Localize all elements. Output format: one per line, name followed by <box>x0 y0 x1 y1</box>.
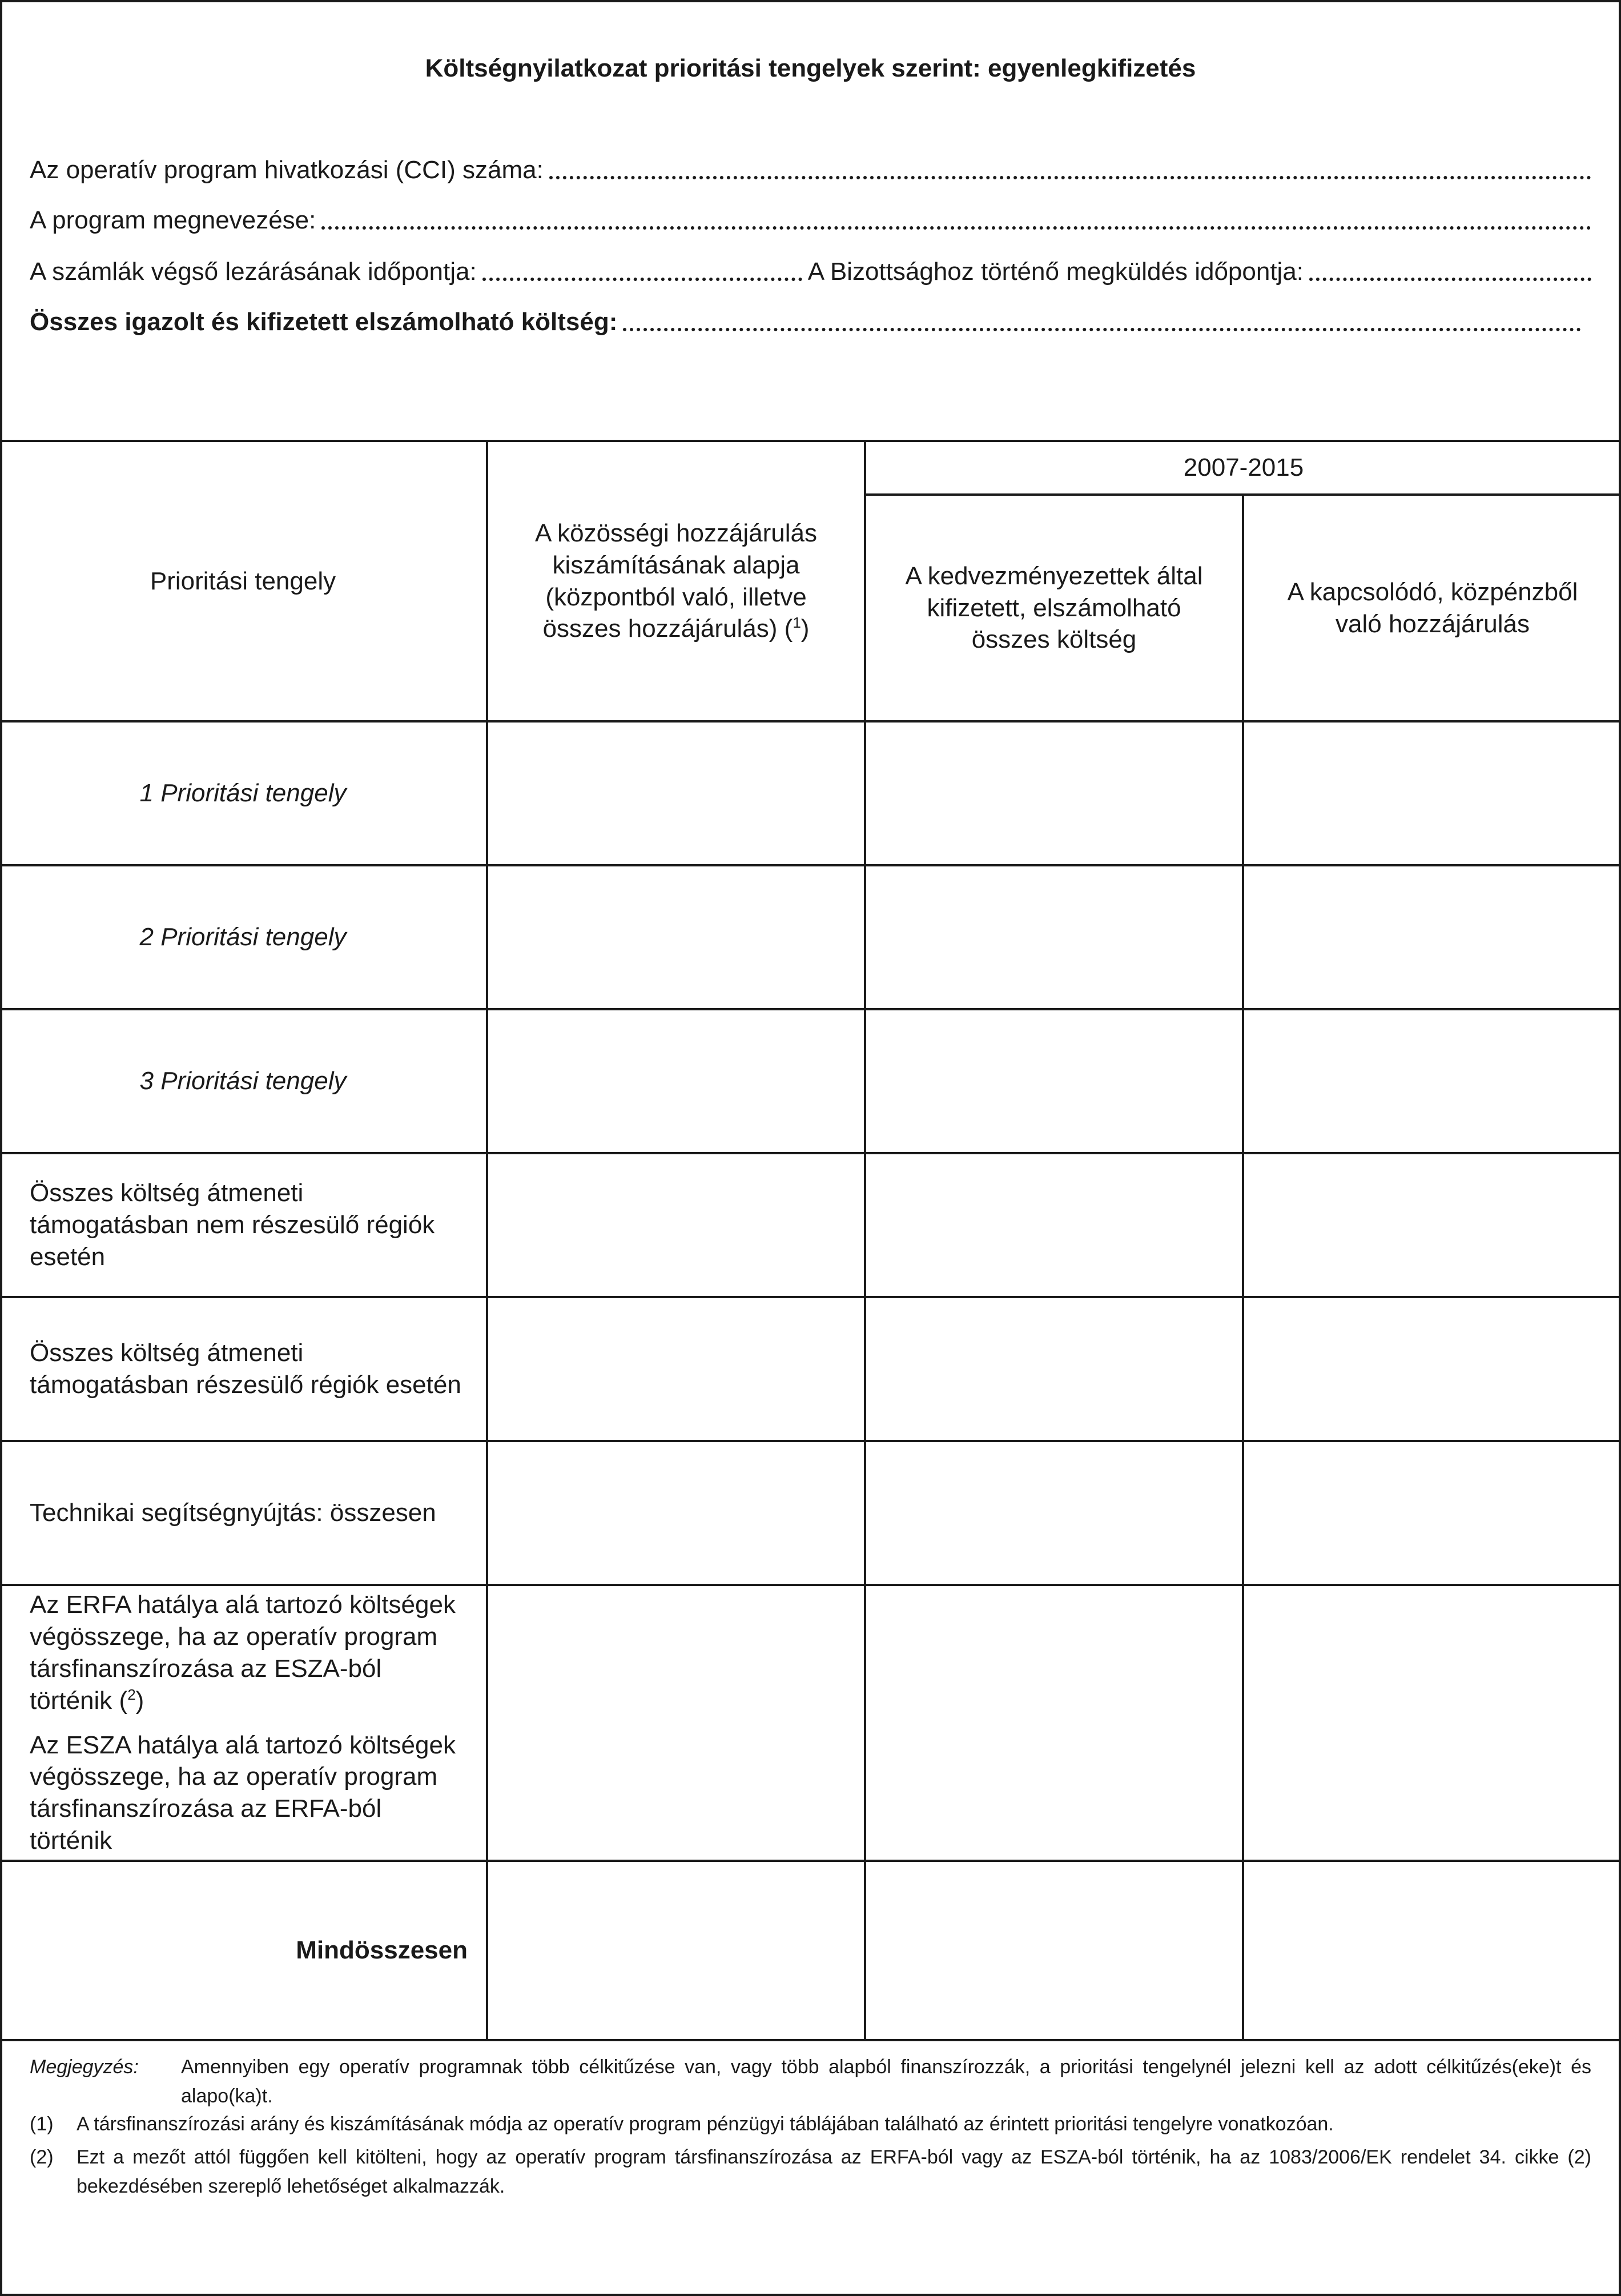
footnote-ref-2: 2 <box>127 1685 136 1703</box>
total-cost-field <box>30 306 1581 338</box>
program-name-field <box>30 204 1591 236</box>
sending-date-fill-line[interactable] <box>1309 277 1591 281</box>
dates-field <box>30 256 1591 288</box>
footnote-ref-1: 1 <box>793 614 801 632</box>
remark-label: Megjegyzés: <box>30 2056 139 2078</box>
document-title: Költségnyilatkozat prioritási tengelyek szerint: egyenlegkifizetés <box>425 54 1196 82</box>
row-label-non-transitional: Összes költség átmeneti támogatásban nem részesülő régiók esetén <box>30 1179 435 1271</box>
col-divider <box>1242 493 1244 2040</box>
row-label-total: Mindösszesen <box>296 1936 468 1965</box>
remark-note <box>30 2053 1591 2111</box>
closing-date-fill-line[interactable] <box>482 277 802 281</box>
sending-date-label: A Bizottsághoz történő megküldés időpontja: <box>807 258 1304 286</box>
col-header-basis: A közösségi hozzájárulás kiszámításának alapja (központból való, illetve összes hozzájárulás) ($^1$) <box>534 519 818 643</box>
col-header-beneficiaries: A kedvezményezettek által kifizetett, elszámolható összes költség <box>905 561 1203 654</box>
closing-date-label: A számlák végső lezárásának időpontja: <box>30 258 477 286</box>
row-label-transitional: Összes költség átmeneti támogatásban részesülő régiók esetén <box>30 1339 461 1399</box>
cci-label: Az operatív program hivatkozási (CCI) száma: <box>30 156 544 184</box>
row-label-technical-assistance: Technikai segítségnyújtás: összesen <box>30 1499 436 1527</box>
footnote-2-mark: (2) <box>30 2146 54 2168</box>
col-header-axis: Prioritási tengely <box>150 567 336 595</box>
footnote-1 <box>30 2110 1591 2139</box>
total-cost-label: Összes igazolt és kifizetett elszámolható költség: <box>30 308 618 336</box>
footnote-2 <box>30 2143 1591 2201</box>
footnote-1-text: A társfinanszírozási arány és kiszámításának módja az operatív program pénzügyi táblájában található az érintett prioritási tengelyre vonatkozóan. <box>77 2113 1334 2135</box>
esza-row-text: Az ESZA hatálya alá tartozó költségek végösszege, ha az operatív program társfinanszírozása az ERFA-ból történik <box>30 1731 456 1855</box>
col-header-period: 2007-2015 <box>1183 453 1304 482</box>
footnote-2-text: Ezt a mezőt attól függően kell kitölteni, hogy az operatív program társfinanszírozása az ERFA-ból vagy az ESZA-ból történik, ha az 1083/2006/EK rendelet 34. cikke (2) bekezdésében szereplő lehetőséget alkalmazzák. <box>77 2146 1591 2197</box>
row-label-axis-2: 2 Prioritási tengely <box>139 923 347 952</box>
row-label-erfa-esza: Az ERFA hatálya alá tartozó költségek végösszege, ha az operatív program társfinanszírozása az ESZA-ból történik ($^2$) Az ESZA hatálya alá tartozó költségek végösszege, ha az operatív program társfinanszírozása az ERFA-ból történik <box>0 1586 486 1860</box>
footnote-1-mark: (1) <box>30 2113 54 2135</box>
table-bottom-border <box>0 2039 1621 2041</box>
total-cost-fill-line[interactable] <box>623 327 1581 331</box>
cci-field <box>30 154 1591 186</box>
col-header-public: A kapcsolódó, közpénzből való hozzájárulás <box>1287 577 1578 638</box>
row-label-axis-3: 3 Prioritási tengely <box>139 1067 347 1095</box>
remark-text: Amennyiben egy operatív programnak több célkitűzése van, vagy több alapból finanszírozzák, a prioritási tengelynél jelezni kell az adott célkitűzés(eke)t és alapo(ka)t. <box>181 2056 1591 2107</box>
program-name-label: A program megnevezése: <box>30 206 316 234</box>
erfa-row-text: Az ERFA hatálya alá tartozó költségek végösszege, ha az operatív program társfinanszírozása az ESZA-ból történik <box>30 1591 456 1715</box>
row-label-axis-1: 1 Prioritási tengely <box>139 779 347 808</box>
cci-fill-line[interactable] <box>549 175 1591 179</box>
col-header-basis-text: A közösségi hozzájárulás kiszámításának alapja (központból való, illetve összes hozzájárulás) <box>534 519 818 643</box>
program-name-fill-line[interactable] <box>321 226 1591 230</box>
